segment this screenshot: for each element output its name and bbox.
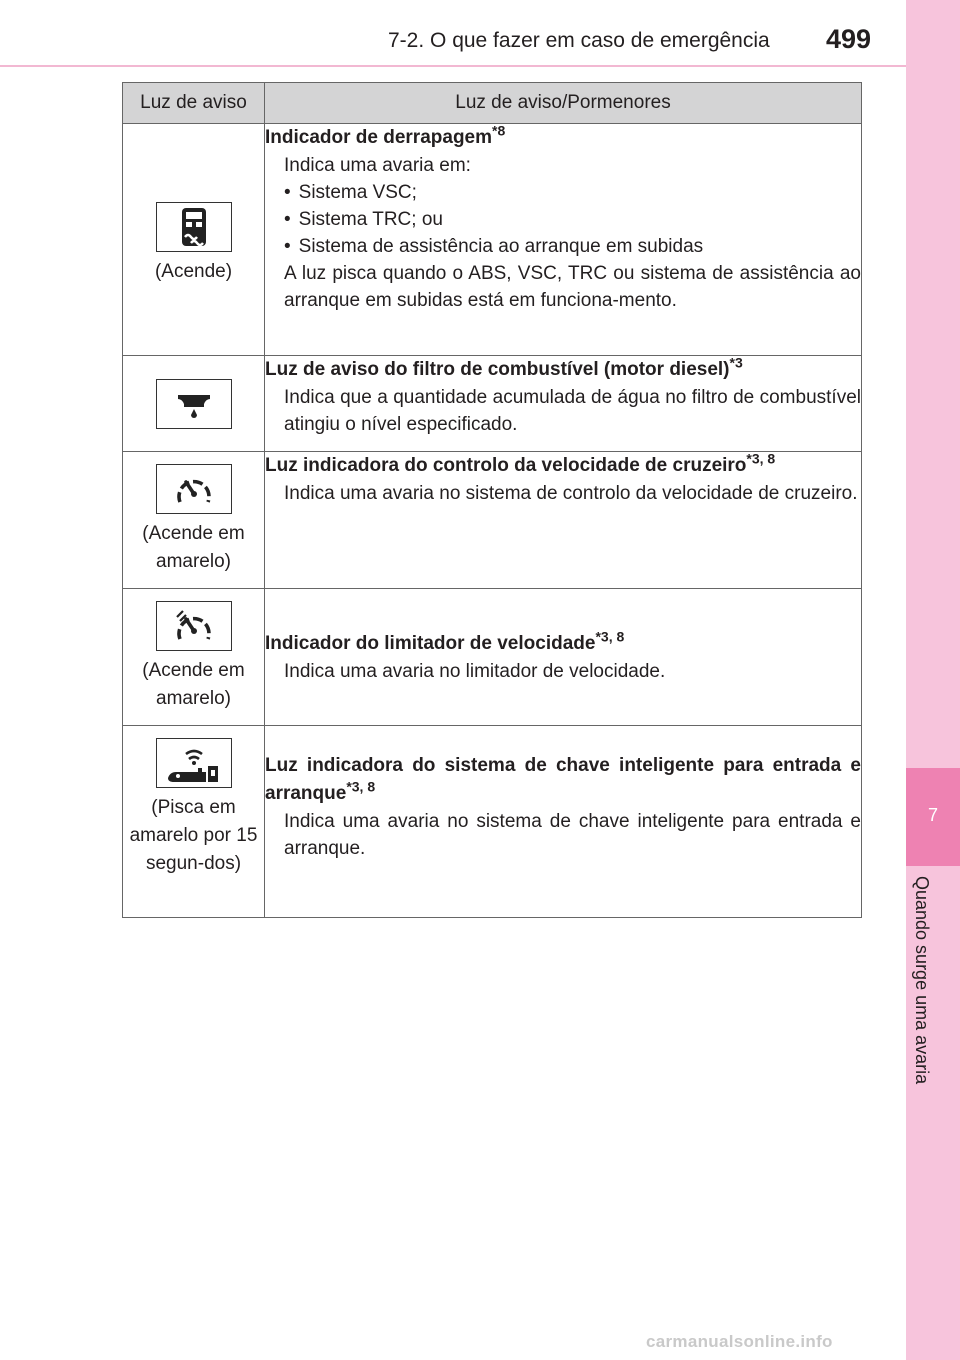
detail-cell bbox=[265, 726, 862, 918]
light-title-text: Luz indicadora do controlo da velocidade de cruzeiro bbox=[265, 455, 747, 476]
list-item: • Sistema de assistência ao arranque em subidas bbox=[284, 233, 861, 260]
light-description: Indica uma avaria no sistema de chave inteligente para entrada e arranque. bbox=[284, 810, 861, 859]
light-title bbox=[265, 124, 861, 152]
section-title: 7-2. O que fazer em caso de emergência bbox=[388, 29, 770, 52]
light-state: (Acende em amarelo) bbox=[142, 523, 245, 572]
light-cell bbox=[123, 726, 265, 918]
light-state: (Pisca em amarelo por 15 segun-dos) bbox=[129, 797, 258, 874]
watermark: carmanualsonline.info bbox=[646, 1332, 833, 1351]
footnote-ref: *3, 8 bbox=[595, 628, 625, 645]
table-row bbox=[123, 589, 862, 726]
light-cell bbox=[123, 356, 265, 452]
light-cell bbox=[123, 452, 265, 589]
chapter-title: Quando surge uma avaria bbox=[912, 876, 932, 1085]
detail-cell bbox=[265, 589, 862, 726]
table-row bbox=[123, 124, 862, 356]
light-description: Indica uma avaria no limitador de velocidade. bbox=[284, 660, 666, 682]
light-description: Indica uma avaria no sistema de controlo da velocidade de cruzeiro. bbox=[284, 483, 858, 504]
chapter-side-tab bbox=[906, 0, 960, 1360]
light-title bbox=[265, 630, 861, 658]
speed-limiter-icon bbox=[156, 601, 232, 651]
header-divider bbox=[0, 65, 906, 67]
footnote-ref: *3, 8 bbox=[346, 778, 376, 795]
detail-cell bbox=[265, 452, 862, 589]
light-cell bbox=[123, 589, 265, 726]
warning-lights-table bbox=[122, 82, 862, 918]
fuel-filter-icon bbox=[156, 379, 232, 429]
list-item: • Sistema TRC; ou bbox=[284, 206, 861, 233]
page-number: 499 bbox=[826, 24, 872, 54]
light-description: Indica uma avaria em: bbox=[284, 155, 471, 176]
light-title-text: Luz de aviso do filtro de combustível (motor diesel) bbox=[265, 359, 730, 380]
light-description: Indica que a quantidade acumulada de água no filtro de combustível atingiu o nível especificado. bbox=[284, 387, 861, 435]
light-state: (Acende em amarelo) bbox=[142, 660, 245, 709]
light-state: (Acende) bbox=[154, 261, 233, 282]
light-title bbox=[265, 752, 861, 808]
skid-indicator-icon bbox=[156, 202, 232, 252]
smart-key-icon bbox=[156, 738, 232, 788]
light-cell bbox=[123, 124, 265, 356]
column-header-details: Luz de aviso/Pormenores bbox=[265, 83, 862, 124]
column-header-light: Luz de aviso bbox=[123, 83, 265, 124]
list-item: • Sistema VSC; bbox=[284, 179, 861, 206]
light-title-text: Indicador de derrapagem bbox=[265, 127, 493, 148]
detail-cell bbox=[265, 124, 862, 356]
cruise-control-icon bbox=[156, 464, 232, 514]
table-header-row bbox=[123, 83, 862, 124]
table-row bbox=[123, 452, 862, 589]
footnote-ref: *3 bbox=[729, 354, 743, 371]
footnote-ref: *8 bbox=[492, 122, 506, 139]
detail-cell bbox=[265, 356, 862, 452]
table-row bbox=[123, 356, 862, 452]
light-title bbox=[265, 452, 861, 480]
light-title bbox=[265, 356, 861, 384]
chapter-number: 7 bbox=[927, 805, 938, 825]
fault-list bbox=[265, 179, 861, 260]
light-note: A luz pisca quando o ABS, VSC, TRC ou sistema de assistência ao arranque em subidas está em funciona-mento. bbox=[284, 263, 861, 311]
light-title-text: Indicador do limitador de velocidade bbox=[265, 632, 596, 654]
light-title-text: Luz indicadora do sistema de chave inteligente para entrada e arranque bbox=[265, 754, 861, 804]
table-row bbox=[123, 726, 862, 918]
footnote-ref: *3, 8 bbox=[746, 450, 776, 467]
